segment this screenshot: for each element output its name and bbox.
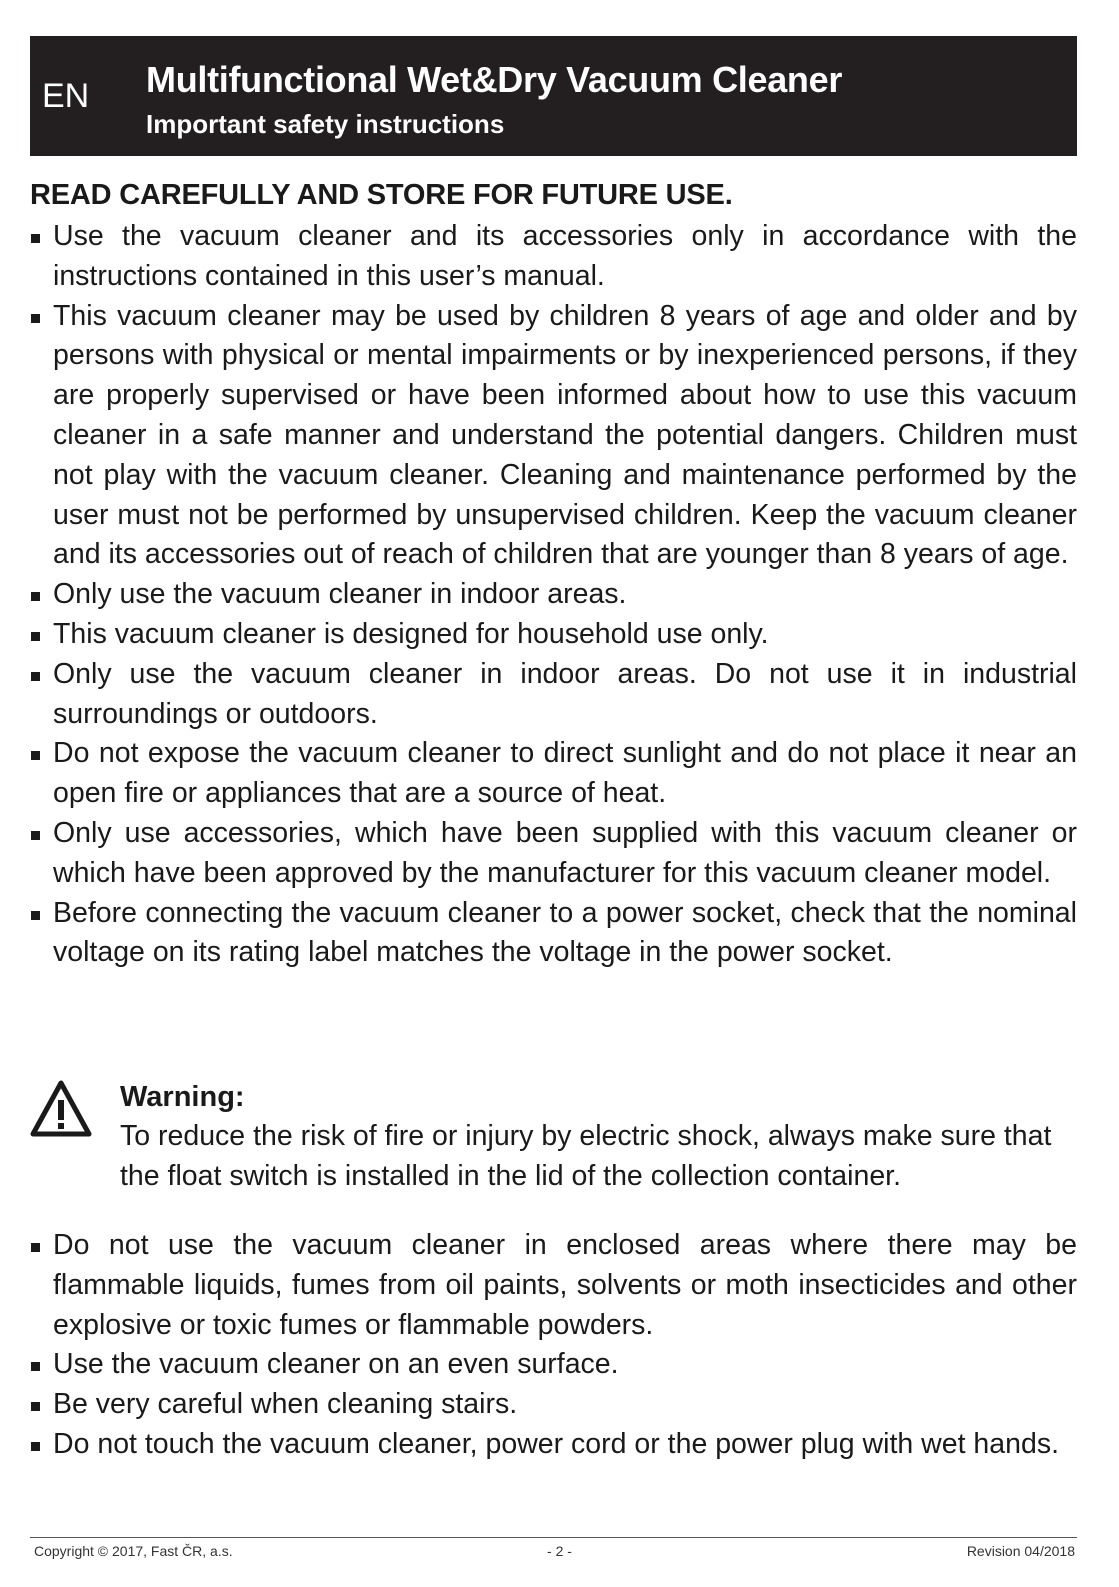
document-subtitle: Important safety instructions (146, 109, 505, 139)
bullet-square-icon (31, 632, 40, 641)
list-item: Do not expose the vacuum cleaner to direct sunlight and do not place it near an open fire or appliances that are a source of heat. (30, 734, 1077, 814)
safety-list-2 (30, 1226, 1077, 1465)
list-item: Use the vacuum cleaner on an even surface. (30, 1345, 1077, 1385)
warning-triangle-icon (30, 1080, 92, 1138)
list-item: Use the vacuum cleaner and its accessories only in accordance with the instructions contained in this user’s manual. (30, 217, 1077, 297)
warning-title: Warning: (120, 1081, 245, 1113)
language-code: EN (42, 77, 90, 115)
safety-list-1 (30, 217, 1077, 973)
bullet-square-icon (31, 751, 40, 760)
bullet-square-icon (31, 1442, 40, 1451)
list-item: This vacuum cleaner may be used by children 8 years of age and older and by persons with physical or mental impairments or by inexperienced persons, if they are properly supervised or have been informed about how to use this vacuum cleaner in a safe manner and understand the potential dangers. Children must not play with the vacuum cleaner. Cleaning and maintenance performed by the user must not be performed by unsupervised children. Keep the vacuum cleaner and its accessories out of reach of children that are younger than 8 years of age. (30, 297, 1077, 576)
bullet-square-icon (31, 911, 40, 920)
bullet-square-icon (31, 831, 40, 840)
list-item: Before connecting the vacuum cleaner to a power socket, check that the nominal voltage on its rating label matches the voltage in the power socket. (30, 894, 1077, 974)
bullet-square-icon (31, 672, 40, 681)
bullet-square-icon (31, 592, 40, 601)
list-item: Only use the vacuum cleaner in indoor areas. Do not use it in industrial surroundings or outdoors. (30, 655, 1077, 735)
list-item: Only use the vacuum cleaner in indoor areas. (30, 575, 1077, 615)
list-item: Only use accessories, which have been supplied with this vacuum cleaner or which have been approved by the manufacturer for this vacuum cleaner model. (30, 814, 1077, 894)
bullet-square-icon (31, 1402, 40, 1411)
bullet-square-icon (31, 314, 40, 323)
bullet-square-icon (31, 1362, 40, 1371)
list-item: Do not use the vacuum cleaner in enclosed areas where there may be flammable liquids, fumes from oil paints, solvents or moth insecticides and other explosive or toxic fumes or flammable powders. (30, 1226, 1077, 1345)
read-notice: READ CAREFULLY AND STORE FOR FUTURE USE. (30, 179, 733, 211)
list-item: Do not touch the vacuum cleaner, power cord or the power plug with wet hands. (30, 1425, 1077, 1465)
footer-page-number: - 2 - (547, 1543, 572, 1559)
list-item: Be very careful when cleaning stairs. (30, 1385, 1077, 1425)
bullet-square-icon (31, 1243, 40, 1252)
document-title: Multifunctional Wet&Dry Vacuum Cleaner (146, 59, 843, 100)
footer-revision: Revision 04/2018 (966, 1543, 1075, 1559)
bullet-square-icon (31, 234, 40, 243)
list-item: This vacuum cleaner is designed for household use only. (30, 615, 1077, 655)
header-bar (30, 36, 1077, 156)
footer-divider (30, 1537, 1077, 1538)
warning-text: To reduce the risk of fire or injury by electric shock, always make sure that the float switch is installed in the lid of the collection container. (120, 1120, 1052, 1192)
footer-copyright: Copyright © 2017, Fast ČR, a.s. (34, 1543, 233, 1559)
